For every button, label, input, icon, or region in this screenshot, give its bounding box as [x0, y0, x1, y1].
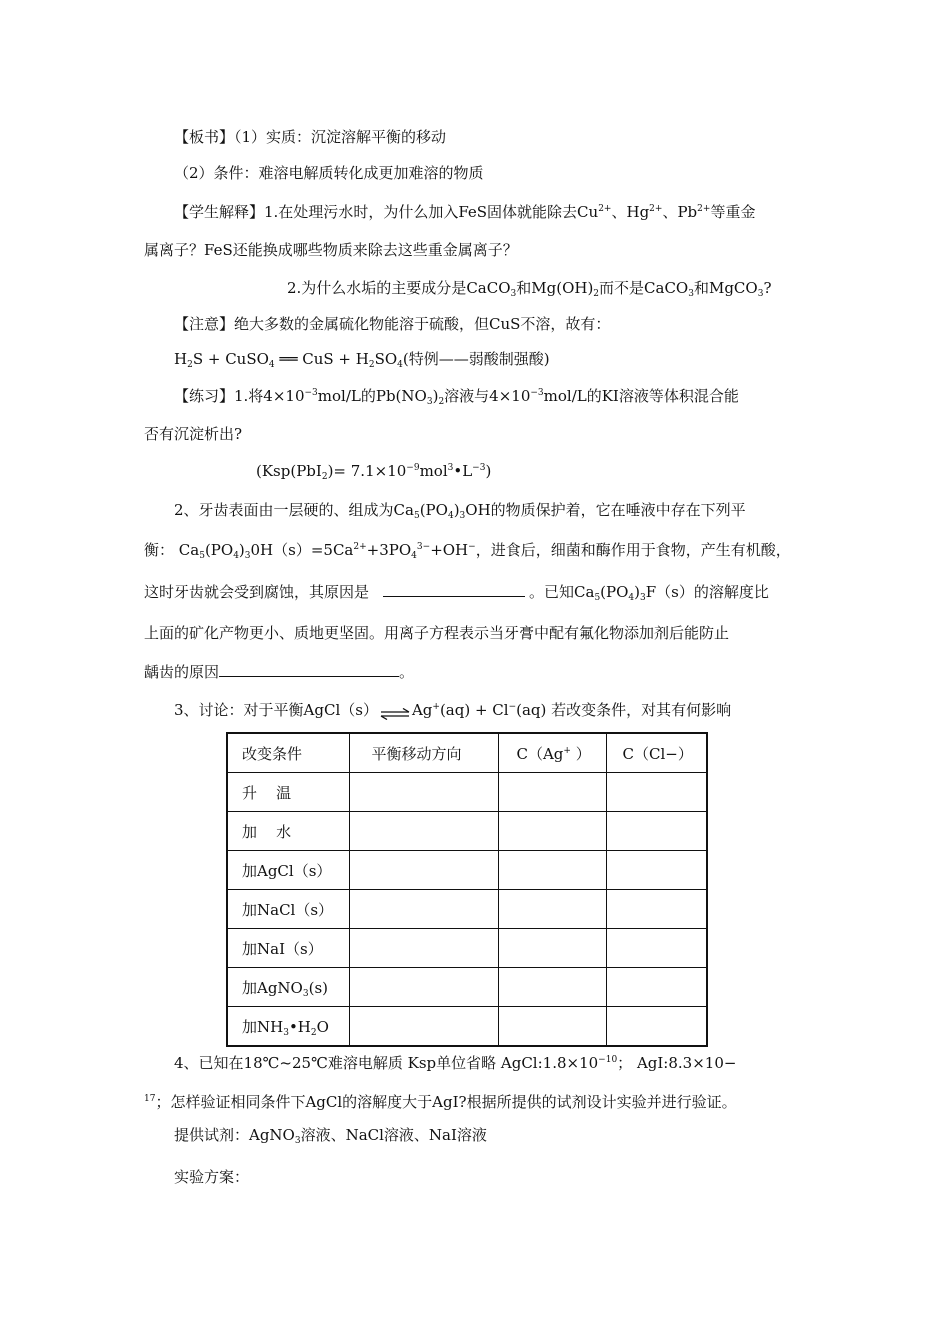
board-note-condition: （2）条件：难溶电解质转化成更加难溶的物质: [174, 164, 484, 182]
answer-cell[interactable]: [349, 773, 498, 812]
student-explain-q1-cont: 属离子？FeS还能换成哪些物质来除去这些重金属离子？: [144, 241, 518, 259]
row-label: 加NaCl（s）: [227, 890, 349, 929]
answer-cell[interactable]: [498, 812, 606, 851]
answer-cell[interactable]: [606, 851, 707, 890]
answer-cell[interactable]: [349, 1007, 498, 1047]
answer-cell[interactable]: [498, 929, 606, 968]
table-row: [227, 851, 707, 890]
exercise-4-cont: $^{17}$；怎样验证相同条件下AgCl的溶解度大于AgI?根据所提供的试剂设计实验并进行验证。: [144, 1093, 737, 1111]
answer-cell[interactable]: [606, 929, 707, 968]
exercise-2-reason: 这时牙齿就会受到腐蚀，其原因是 。已知$Ca_5(PO_4)_3F(s)$的溶解度比: [144, 583, 769, 603]
exercise-2-equilibrium: 衡： $Ca_5(PO_4)_30H(s)=5Ca^{2+}+3PO_4^{3-}+OH^-$，进食后，细菌和酶作用于食物，产生有机酸，: [144, 541, 791, 561]
answer-cell[interactable]: [349, 929, 498, 968]
student-explain-q1: 【学生解释】1.在处理污水时，为什么加入FeS固体就能除去$Cu^{2+}$、$Hg^{2+}$、$Pb^{2+}$等重金: [174, 203, 756, 221]
answer-cell[interactable]: [349, 890, 498, 929]
table-row: [227, 890, 707, 929]
header-c-ag: C（Ag+ ）: [498, 733, 606, 773]
table-row: [227, 968, 707, 1007]
row-label: 加NaI（s）: [227, 929, 349, 968]
exercise-4: 4、已知在18℃~25℃难溶电解质 Ksp单位省略 $AgCl:1.8\times 10^{-10}$； AgI:8.3×10−: [174, 1054, 737, 1072]
answer-cell[interactable]: [498, 851, 606, 890]
student-explain-q2: 2.为什么水垢的主要成分是CaCO$_3$和$Mg(OH)_2$而不是CaCO$_3$和MgCO$_3$?: [287, 279, 772, 299]
answer-cell[interactable]: [498, 890, 606, 929]
answer-cell[interactable]: [606, 968, 707, 1007]
exercise-2-fluoride: 上面的矿化产物更小、质地更坚固。用离子方程表示当牙膏中配有氟化物添加剂后能防止: [144, 624, 730, 642]
answer-cell[interactable]: [606, 812, 707, 851]
row-label: 升 温: [227, 773, 349, 812]
exercise-2-caries: 龋齿的原因 。: [144, 663, 415, 681]
exercise-3: 3、讨论：对于平衡AgCl（s） Ag+(aq) + Cl−(aq) 若改变条件，对其有何影响: [174, 701, 732, 719]
row-label: 加AgNO$_3$(s): [227, 968, 349, 1007]
row-label: 加AgCl（s）: [227, 851, 349, 890]
equation-cus: $H_2S$ + CuSO$_4$ ══ CuS + $H_2SO_4$(特例——弱酸制强酸): [174, 350, 550, 370]
answer-cell[interactable]: [349, 968, 498, 1007]
answer-cell[interactable]: [606, 773, 707, 812]
answer-cell[interactable]: [349, 851, 498, 890]
answer-cell[interactable]: [498, 968, 606, 1007]
exercise-2: 2、牙齿表面由一层硬的、组成为$Ca_5(PO_4)_3OH$的物质保护着，它在唾液中存在下列平: [174, 501, 746, 521]
exercise-1-cont: 否有沉淀析出?: [144, 425, 243, 443]
row-label: 加 水: [227, 812, 349, 851]
equilibrium-arrow-icon: [380, 705, 410, 717]
answer-cell[interactable]: [498, 773, 606, 812]
board-note-essence: 【板书】（1）实质：沉淀溶解平衡的移动: [174, 128, 447, 146]
condition-table: [226, 732, 708, 1047]
header-condition: 改变条件: [227, 733, 349, 773]
table-row: [227, 929, 707, 968]
exercise-1: 【练习】1.将$4\times 10^{-3}mol/L$的$Pb(NO_3)_2$溶液与$4\times 10^{-3}mol/L$的KI溶液等体积混合能: [174, 387, 739, 407]
table-row: [227, 812, 707, 851]
experiment-plan-label: 实验方案：: [174, 1168, 250, 1186]
answer-cell[interactable]: [606, 1007, 707, 1047]
table-row: [227, 1007, 707, 1047]
table-header-row: [227, 733, 707, 773]
ksp-pbi2: $(Ksp(PbI_2)= 7.1\times 10^{-9}mol^3•L^{-3})$: [256, 462, 492, 482]
header-shift-direction: 平衡移动方向: [349, 733, 498, 773]
answer-blank-reason[interactable]: [383, 582, 525, 597]
note-sulfide: 【注意】绝大多数的金属硫化物能溶于硫酸，但CuS不溶，故有：: [174, 315, 611, 333]
answer-cell[interactable]: [349, 812, 498, 851]
answer-cell[interactable]: [606, 890, 707, 929]
reagents-provided: 提供试剂：AgNO$_3$溶液、NaCl溶液、NaI溶液: [174, 1126, 487, 1146]
answer-blank-caries[interactable]: [219, 662, 399, 677]
row-label: 加$NH_3•H_2O$: [227, 1007, 349, 1047]
answer-cell[interactable]: [498, 1007, 606, 1047]
header-c-cl: C（Cl−）: [606, 733, 707, 773]
table-row: [227, 773, 707, 812]
